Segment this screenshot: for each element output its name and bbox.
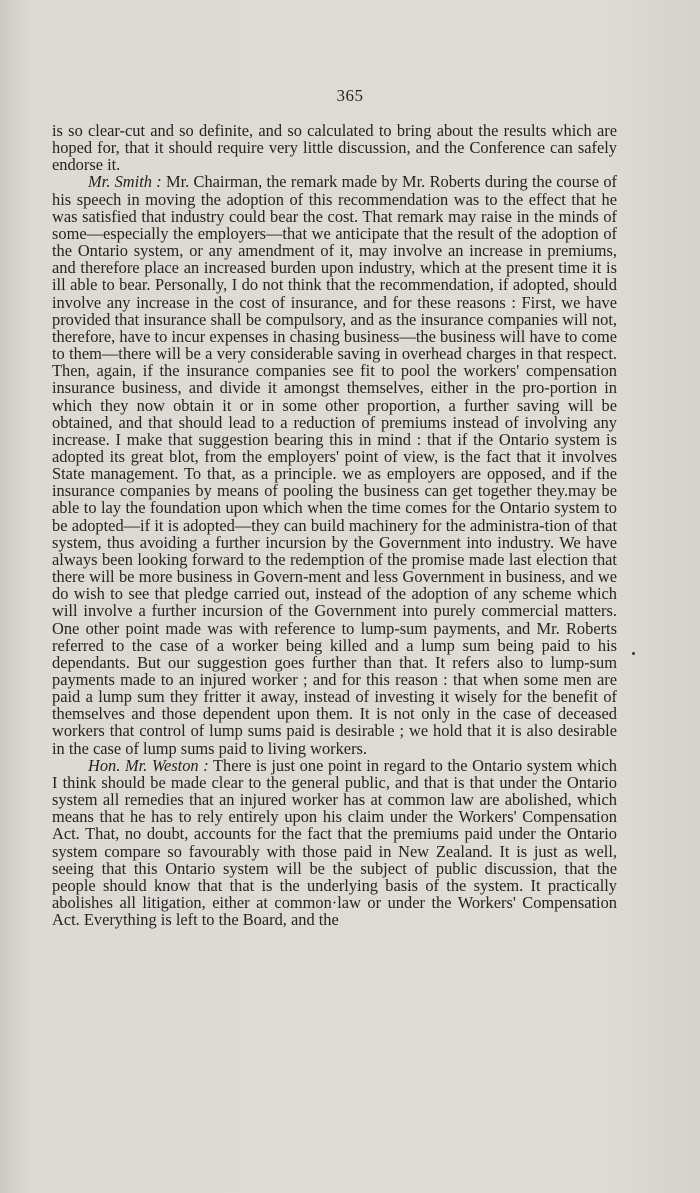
paragraph-text: Mr. Chairman, the remark made by Mr. Roberts during the course of his speech in moving the adoption of this recommendation was to the effect that he was satisfied that industry could bear the cost. That remark may raise in the minds of some—especially the employers—that we anticipate that the result of the adoption of the Ontario system, or any amendment of it, may involve an increase in premiums, and therefore place an increased burden upon industry, which at the present time it is ill able to bear. Personally, I do not think that the recommendation, if adopted, should involve any increase in the cost of insurance, and for these reasons : First, we have provided that insurance shall be compulsory, and as the insurance companies will not, therefore, have to incur expenses in chasing business—the business will have to come to them—there will be a very considerable saving in overhead charges in that respect. Then, again, if the insurance companies see fit to pool the workers' compensation insurance business, and divide it amongst themselves, either in the pro-portion in which they now obtain it or in some other proportion, a further saving will be obtained, and that should lead to a reduction of premiums instead of involving any increase. I make that suggestion bearing this in mind : that if the Ontario system is adopted its great blot, from the employers' point of view, is the fact that it involves State management. To that, as a principle. we as employers are opposed, and if the insurance companies by means of pooling the business can get together they.may be able to lay the foundation upon which when the time comes for the Ontario system to be adopted—if it is adopted—they can build machinery for the administra-tion of that system, thus avoiding a further incursion by the Government into industry. We have always been looking forward to the redemption of the promise made last election that there will be more business in Govern-ment and less Government in business, and we do wish to see that pledge carried out, instead of the adoption of any scheme which will involve a further incursion of the Government into purely commercial matters. One other point made was with reference to lump-sum payments, and Mr. Roberts referred to the case of a worker being killed and a lump sum being paid to his dependants. But our suggestion goes further than that. It refers also to lump-sum payments made to an injured worker ; and for this reason : that when some men are paid a lump sum they fritter it away, instead of investing it wisely for the benefit of themselves and those dependent upon them. It is not only in the case of deceased workers that control of lump sums paid is desirable ; we hold that it is also desirable in the case of lump sums paid to living workers. bbox=[52, 172, 617, 758]
speaker-name: Hon. Mr. Weston : bbox=[88, 755, 209, 775]
paragraph-mr-weston bbox=[52, 757, 617, 929]
paragraph-text: There is just one point in regard to the Ontario system which I think should be made clear to the general public, and that is that under the Ontario system all remedies that an injured worker has at common law are abolished, which means that he has to rely entirely upon his claim under the Workers' Compensation Act. That, no doubt, accounts for the fact that the premiums paid under the Ontario system compare so favourably with those paid in New Zealand. It is just as well, seeing that this Ontario system will be the subject of public discussion, that the people should know that that is the underlying basis of the system. It practically abolishes all litigation, either at common·law or under the Workers' Compensation Act. Everything is left to the Board, and the bbox=[52, 755, 617, 930]
paragraph-mr-smith bbox=[52, 173, 617, 756]
speaker-name: Mr. Smith : bbox=[88, 172, 162, 192]
stray-ink-mark bbox=[632, 652, 635, 655]
paragraph-text: is so clear-cut and so definite, and so calculated to bring about the results which are hoped for, that it should require very little discussion, and the Conference can safely endorse it. bbox=[52, 121, 617, 175]
page-number: 365 bbox=[336, 86, 364, 105]
paragraph-continuation bbox=[52, 122, 617, 173]
body-text bbox=[52, 122, 617, 928]
